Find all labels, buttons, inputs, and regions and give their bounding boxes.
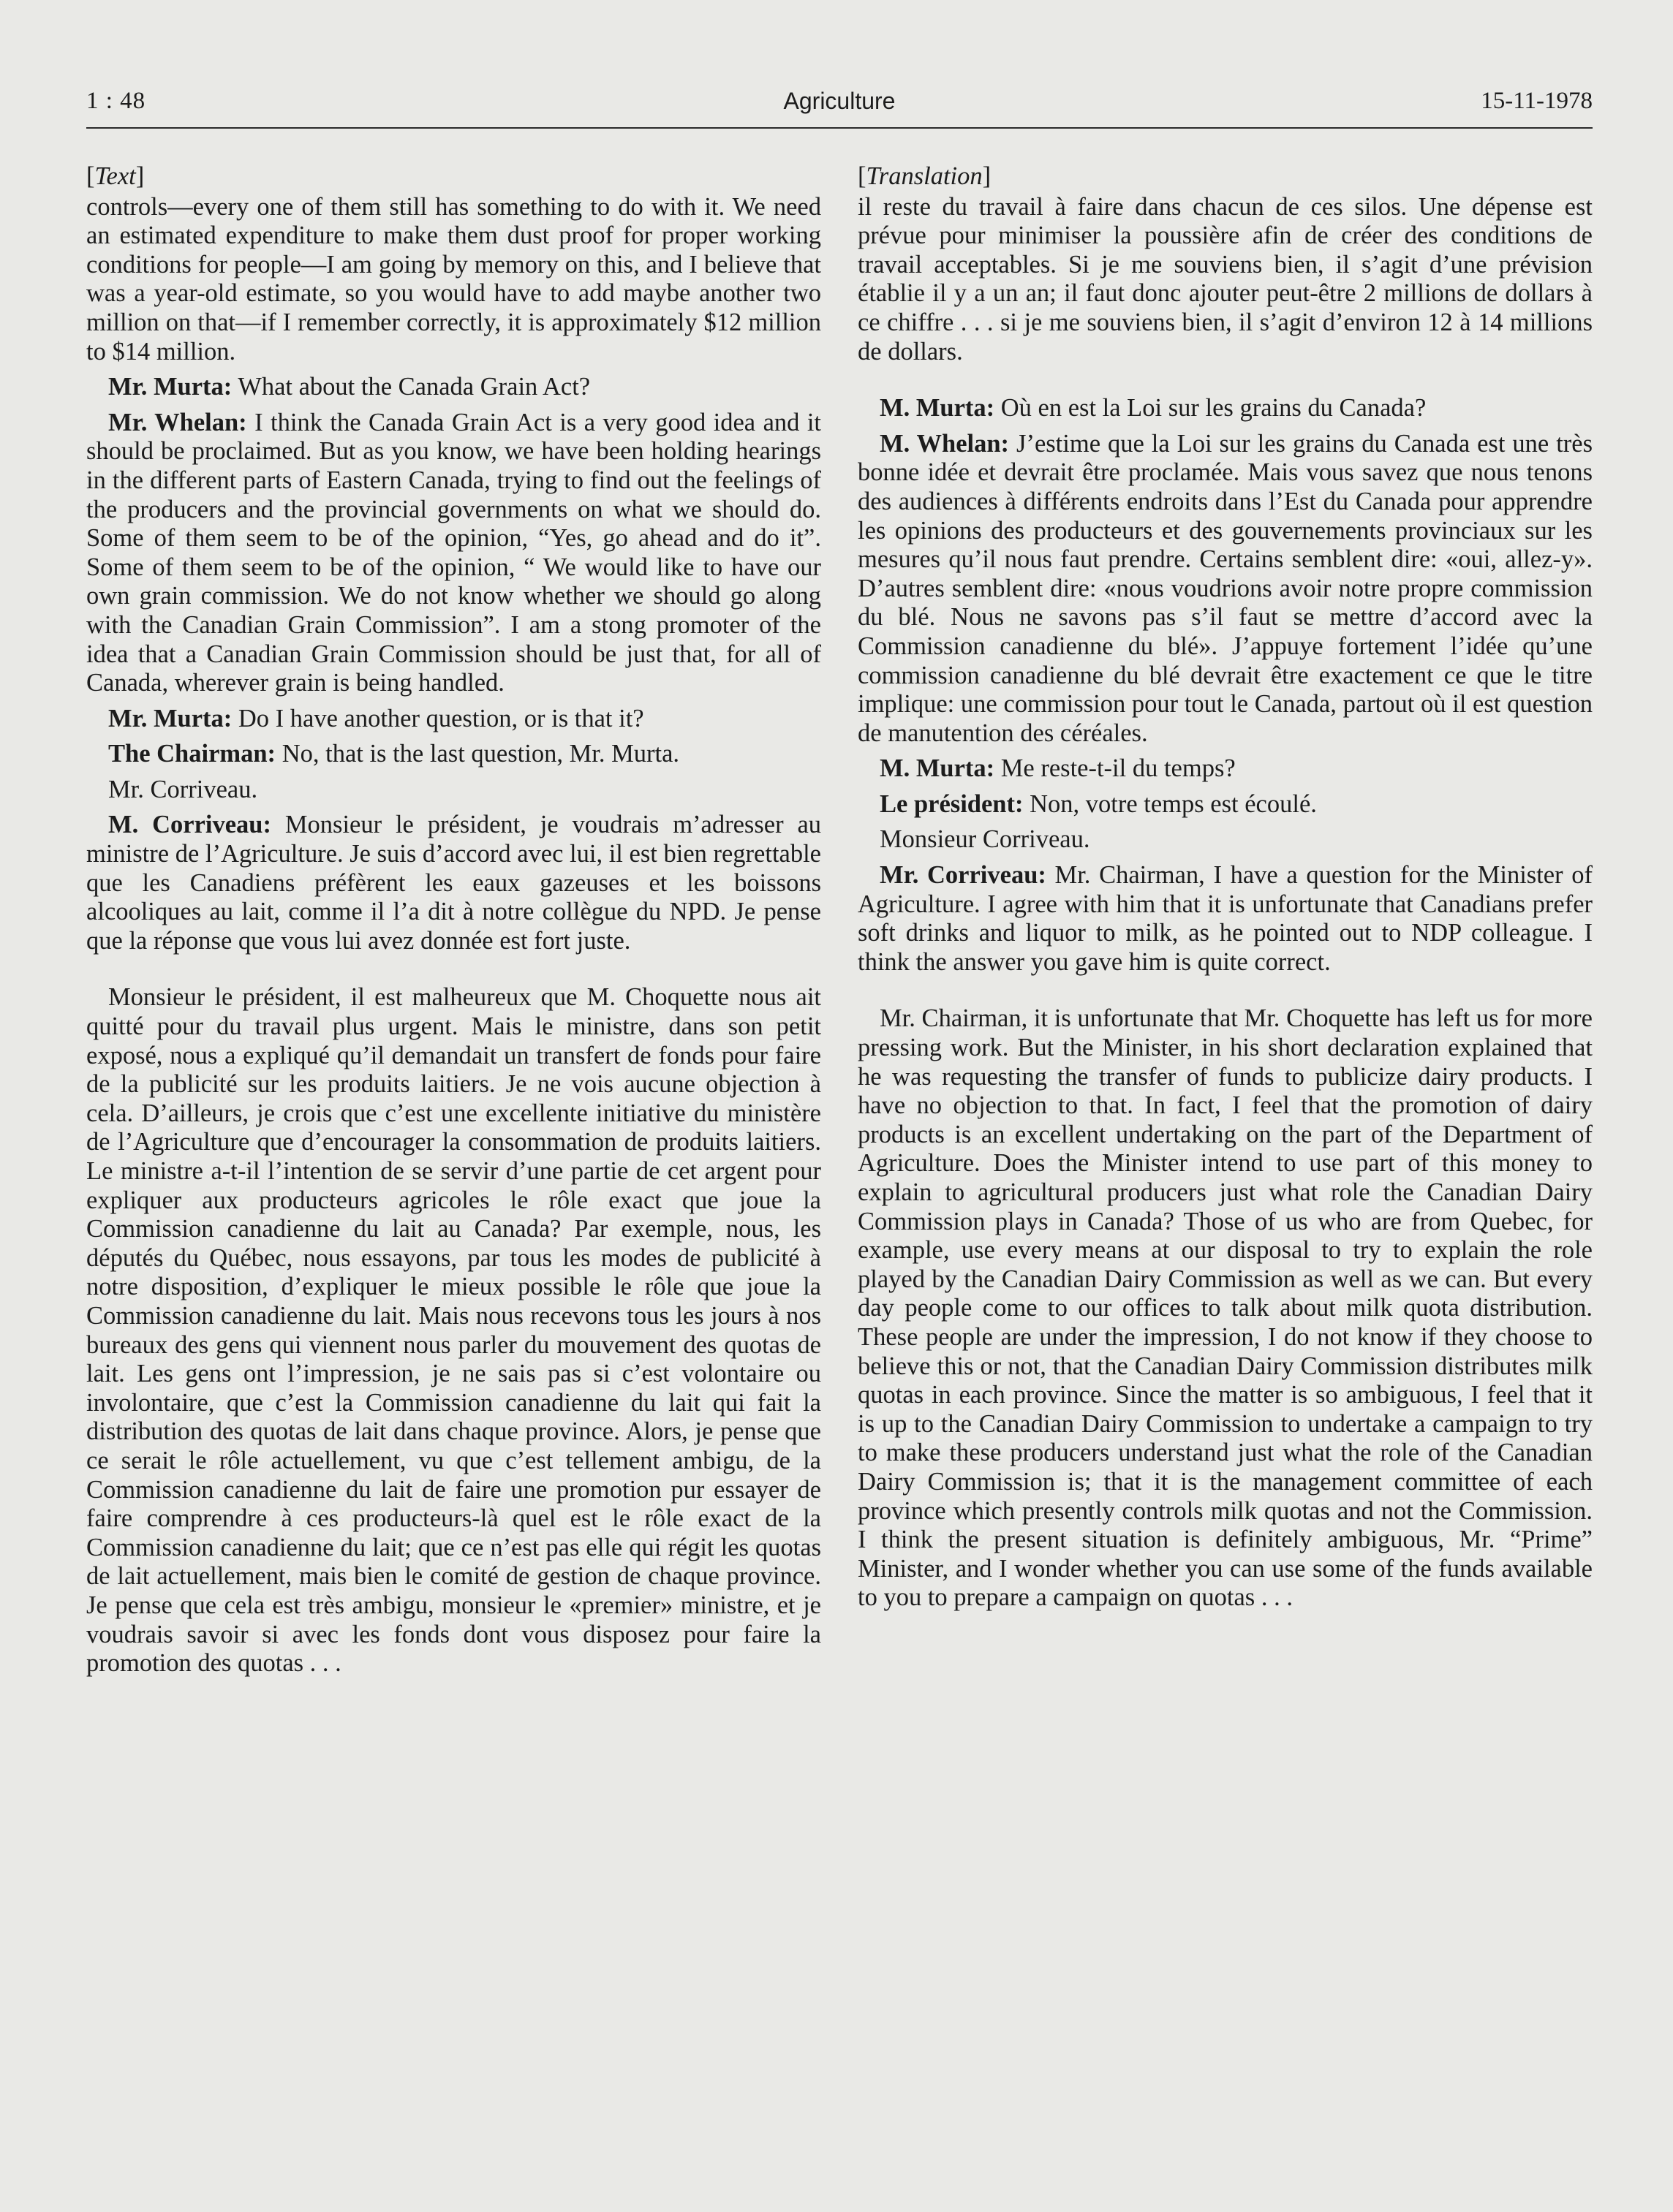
language-label: [Text] <box>86 162 145 190</box>
paragraph-text: Monsieur le président, je voudrais m’adresser au ministre de l’Agriculture. Je suis d’accord avec lui, il est bien regrettable que les Canadiens préfèrent les eaux gazeuses et les boissons alcooliques au lait, comme il l’a dit à notre collègue du NPD. Je pense que la réponse que vous lui avez donnée est fort juste. <box>86 811 822 955</box>
paragraph <box>858 754 1593 784</box>
speaker-name: M. Whelan: <box>880 429 1010 458</box>
speaker-name: Mr. Corriveau: <box>880 861 1046 890</box>
paragraph-text: Non, votre temps est écoulé. <box>1030 789 1317 818</box>
page-date: 15-11-1978 <box>1481 88 1593 114</box>
language-label-text: Translation <box>866 162 983 190</box>
paragraph <box>86 409 821 698</box>
paragraph <box>86 705 821 734</box>
paragraph <box>86 776 821 805</box>
language-label: [Translation] <box>858 162 992 190</box>
paragraph-text: Do I have another question, or is that it? <box>238 704 644 732</box>
page-header <box>86 86 1593 129</box>
paragraph-text: Monsieur le président, il est malheureux que M. Choquette nous ait quitté pour du travail plus urgent. Mais le ministre, dans son petit exposé, nous a expliqué qu’il demandait un transfert de fonds pour faire de la publicité sur les produits laitiers. Je ne vois aucune objection à cela. D’ailleurs, je crois que c’est une excellente initiative du ministère de l’Agriculture que d’encourager la consommation de produits laitiers. Le ministre a-t-il l’intention de se servir d’une partie de cet argent pour expliquer aux producteurs agricoles le rôle exact que joue la Commission canadienne du lait au Canada? Par exemple, nous, les députés du Québec, nous essayons, par tous les modes de publicité à notre disposition, d’expliquer le mieux possible le rôle que joue la Commission canadienne du lait. Mais nous recevons tous les jours à nos bureaux des gens qui viennent nous parler du mouvement des quotas de lait. Les gens ont l’impression, je ne sais pas si c’est volontaire ou involontaire, que c’est la Commission canadienne du lait qui fait la distribution des quotas de lait dans chaque province. Alors, je pense que ce serait le rôle actuellement, vu que c’est tellement ambigu, de la Commission canadienne du lait de faire une promotion pur essayer de faire comprendre à ces producteurs-là quel est le rôle exact de la Commission canadienne du lait; que ce n’est pas elle qui régit les quotas de lait actuellement, mais bien le comité de gestion de chaque province. Je pense que cela est très ambigu, monsieur le «premier» ministre, et je voudrais savoir si avec les fonds dont vous disposez pour faire la promotion des quotas . . . <box>86 983 821 1678</box>
paragraph <box>858 193 1593 367</box>
paragraph-text: Monsieur Corriveau. <box>880 825 1090 854</box>
paragraph <box>858 825 1593 855</box>
paragraph-text: Mr. Chairman, it is unfortunate that Mr. Choquette has left us for more pressing work. But the Minister, in his short declaration explained that he was requesting the transfer of funds to publicize dairy products. I have no objection to that. In fact, I feel that the promotion of dairy products is an excellent undertaking on the part of the Department of Agriculture. Does the Minister intend to use part of this money to explain to agricultural producers just what role the Canadian Dairy Commission plays in Canada? Those of us who are from Quebec, for example, use every means at our disposal to try to explain the role played by the Canadian Dairy Commission as well as we can. But every day people come to our offices to talk about milk quota distribution. These people are under the impression, I do not know if they choose to believe this or not, that the Canadian Dairy Commission distributes milk quotas in each province. Since the matter is so ambiguous, I feel that it is up to the Canadian Dairy Commission to undertake a campaign to try to make these producers understand just what the role of the Canadian Dairy Commission is; that it is the management committee of each province which presently controls milk quotas and not the Commission. I think the present situation is definitely ambiguous, Mr. “Prime” Minister, and I wonder whether you can use some of the funds available to you to prepare a campaign on quotas . . . <box>858 1004 1593 1612</box>
paragraph <box>86 193 821 367</box>
speaker-name: Le président: <box>880 789 1024 818</box>
paragraph-text: Où en est la Loi sur les grains du Canada? <box>1000 394 1427 423</box>
paragraph <box>858 430 1593 749</box>
speaker-name: Mr. Murta: <box>108 704 233 732</box>
paragraph <box>86 983 821 1678</box>
paragraph-text: J’estime que la Loi sur les grains du Canada est une très bonne idée et devrait être proclamée. Mais vous savez que nous tenons des audiences à différents endroits dans l’Est du Canada pour apprendre les opinions des producteurs et des gouvernements provinciaux sur les mesures qu’il nous faut prendre. Certains semblent dire: «oui, allez-y». D’autres semblent dire: «nous voudrions avoir notre propre commission du blé. Nous ne savons pas s’il faut se mettre d’accord avec la Commission canadienne du blé». J’appuye fortement l’idée qu’une commission canadienne du blé devrait être exactement ce que le titre implique: une commission pour tout le Canada, partout où il est question de manutention des céréales. <box>858 429 1593 747</box>
paragraph-text: controls—every one of them still has something to do with it. We need an estimated expenditure to make them dust proof for proper working conditions for people—I am going by memory on this, and I believe that was a year-old estimate, so you would have to add maybe another two million on that—if I remember correctly, it is approximately $12 million to $14 million. <box>86 192 821 365</box>
speaker-name: M. Murta: <box>880 394 995 423</box>
speaker-name: M. Corriveau: <box>108 811 271 839</box>
text-column-english <box>86 162 821 1685</box>
speaker-name: M. Murta: <box>880 754 995 783</box>
paragraph-text: I think the Canada Grain Act is a very good idea and it should be proclaimed. But as you know, we have been holding hearings in the different parts of Eastern Canada, trying to find out the feelings of the producers and the provincial governments on what we should do. Some of them seem to be of the opinion, “Yes, go ahead and do it”. Some of them seem to be of the opinion, “ We would like to have our own grain commission. We do not know whether we should go along with the Canadian Grain Commission”. I am a stong promoter of the idea that a Canadian Grain Commission should be just that, for all of Canada, wherever grain is being handled. <box>86 408 821 697</box>
paragraph <box>858 861 1593 977</box>
paragraph <box>86 740 821 769</box>
speaker-name: Mr. Whelan: <box>108 408 247 436</box>
paragraph <box>86 373 821 402</box>
paragraph-text: il reste du travail à faire dans chacun de ces silos. Une dépense est prévue pour minimiser la poussière afin de créer des conditions de travail acceptables. Si je me souviens bien, il s’agit d’une prévision établie il y a un an; il faut donc ajouter peut-être 2 millions de dollars à ce chiffre . . . si je me souviens bien, il s’agit d’environ 12 à 14 millions de dollars. <box>858 192 1593 365</box>
paragraph-text: What about the Canada Grain Act? <box>238 373 591 401</box>
paragraph <box>858 394 1593 423</box>
paragraph <box>86 811 821 955</box>
paragraph <box>858 790 1593 819</box>
speaker-name: Mr. Murta: <box>108 373 233 401</box>
speaker-name: The Chairman: <box>108 740 276 768</box>
language-label-text: Text <box>94 162 136 190</box>
paragraph-text: No, that is the last question, Mr. Murta. <box>282 740 680 768</box>
paragraph-text: Me reste-t-il du temps? <box>1000 754 1236 783</box>
paragraph-text: Mr. Corriveau. <box>108 775 258 803</box>
text-column-translation <box>858 162 1593 1619</box>
paragraph <box>858 1004 1593 1612</box>
page-number: 1 : 48 <box>86 88 146 114</box>
paragraph-text: Mr. Chairman, I have a question for the Minister of Agriculture. I agree with him that it is unfortunate that Canadians prefer soft drinks and liquor to milk, as he pointed out to NDP colleague. I think the answer you gave him is quite correct. <box>858 861 1593 976</box>
page-title: Agriculture <box>783 88 896 114</box>
